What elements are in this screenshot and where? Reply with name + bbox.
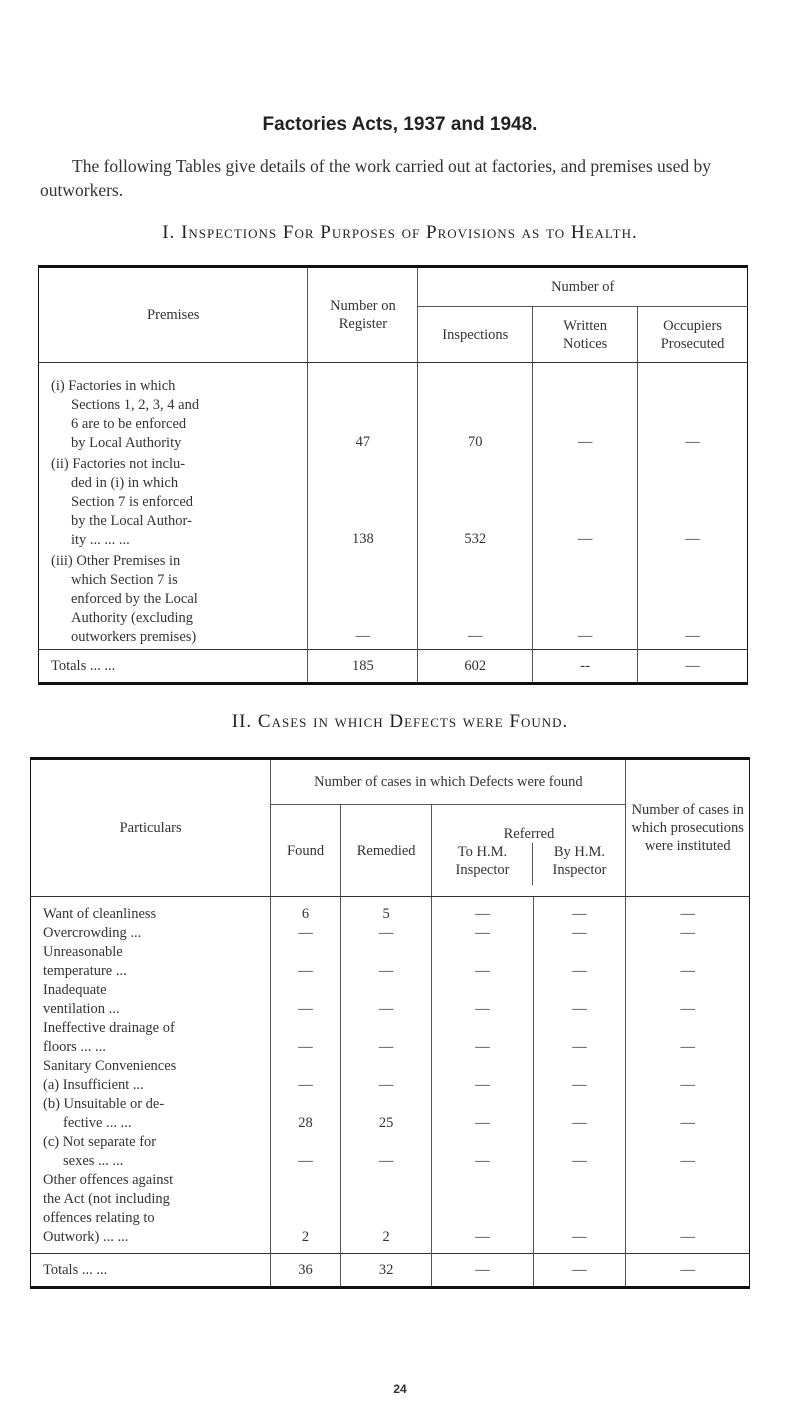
particulars-label — [31, 1057, 271, 1076]
label-line: floors ... ... — [43, 1039, 106, 1055]
intro-paragraph: The following Tables give details of the work carried out at factories, and premises used by outworkers. — [40, 156, 711, 200]
found-count: 28 — [271, 1095, 341, 1133]
label-line: Authority (excluding — [71, 610, 194, 626]
totals-label: Totals ... ... — [31, 1254, 271, 1288]
table-row — [39, 455, 748, 552]
referred-to-hm-count: — — [432, 924, 533, 943]
referred-to-hm-count: — — [432, 1095, 533, 1133]
totals-to-hm: — — [432, 1254, 533, 1288]
referred-to-hm-count: — — [432, 1019, 533, 1057]
referred-to-hm-count — [432, 1057, 533, 1076]
label-line: enforced by the Local — [71, 591, 198, 607]
label-line: Other offences against — [43, 1172, 174, 1188]
label-line: Want of cleanliness — [43, 906, 157, 922]
inspections-count: 70 — [418, 363, 533, 456]
particulars-label — [31, 1171, 271, 1254]
found-count: — — [271, 1019, 341, 1057]
particulars-label — [31, 1095, 271, 1133]
col-header-premises: Premises — [39, 267, 308, 363]
health-inspections-table — [38, 265, 748, 685]
prosecutions-count: — — [626, 924, 750, 943]
table-row — [39, 552, 748, 650]
remedied-count: — — [340, 981, 432, 1019]
prosecutions-count — [626, 1057, 750, 1076]
register-count: — — [308, 552, 418, 650]
col-header-referred: Referred — [503, 826, 555, 842]
prosecutions-count: — — [626, 1133, 750, 1171]
prosecuted-count: — — [638, 363, 748, 456]
col-header-inspections: Inspections — [418, 307, 533, 363]
premises-label — [39, 552, 308, 650]
col-header-occupiers-prosecuted: Occupiers Prosecuted — [638, 307, 748, 363]
particulars-label — [31, 924, 271, 943]
remedied-count: 5 — [340, 897, 432, 925]
label-line: (ii) Factories not inclu- — [51, 456, 186, 472]
premises-label — [39, 455, 308, 552]
prosecutions-count: — — [626, 897, 750, 925]
remedied-count — [340, 1057, 432, 1076]
referred-by-hm-count: — — [533, 897, 626, 925]
totals-prosecuted: — — [638, 650, 748, 684]
totals-row — [31, 1254, 750, 1288]
label-line: outworkers premises) — [71, 629, 197, 645]
remedied-count: 2 — [340, 1171, 432, 1254]
col-header-prosecutions: Number of cases in which prosecutions were instituted — [626, 759, 750, 897]
referred-to-hm-count: — — [432, 1171, 533, 1254]
found-count: — — [271, 981, 341, 1019]
register-count: 138 — [308, 455, 418, 552]
totals-row — [39, 650, 748, 684]
label-line: Sections 1, 2, 3, 4 and — [71, 397, 200, 413]
found-count: — — [271, 924, 341, 943]
particulars-label — [31, 943, 271, 981]
found-count: 2 — [271, 1171, 341, 1254]
totals-label: Totals ... ... — [39, 650, 308, 684]
label-line: Outwork) ... ... — [43, 1229, 129, 1245]
remedied-count: — — [340, 943, 432, 981]
referred-by-hm-count — [533, 1057, 626, 1076]
col-header-found: Found — [271, 805, 341, 897]
section1-title-prefix: I. — [162, 222, 182, 243]
table-row — [31, 1019, 750, 1057]
totals-notices: -- — [533, 650, 638, 684]
prosecutions-count: — — [626, 943, 750, 981]
label-line: which Section 7 is — [71, 572, 178, 588]
referred-by-hm-count: — — [533, 1133, 626, 1171]
remedied-count: — — [340, 1133, 432, 1171]
label-line: Overcrowding ... — [43, 925, 142, 941]
totals-register: 185 — [308, 650, 418, 684]
inspections-count: 532 — [418, 455, 533, 552]
defects-found-table — [30, 757, 750, 1289]
label-line: (i) Factories in which — [51, 378, 176, 394]
totals-inspections: 602 — [418, 650, 533, 684]
prosecutions-count: — — [626, 1019, 750, 1057]
col-header-number-of: Number of — [418, 267, 748, 307]
page-number: 24 — [393, 1382, 407, 1396]
table-row — [31, 943, 750, 981]
referred-by-hm-count: — — [533, 943, 626, 981]
particulars-label — [31, 1019, 271, 1057]
label-line: (iii) Other Premises in — [51, 553, 181, 569]
section1-title-text: Inspections For Purposes of Provisions as to Health. — [181, 222, 638, 243]
totals-found: 36 — [271, 1254, 341, 1288]
col-header-by-hm-inspector: By H.M. Inspector — [532, 843, 625, 885]
referred-by-hm-count: — — [533, 1095, 626, 1133]
found-count: — — [271, 943, 341, 981]
found-count — [271, 1057, 341, 1076]
col-header-to-hm-inspector: To H.M. Inspector — [455, 844, 510, 878]
label-line: by Local Authority — [71, 435, 182, 451]
label-line: ity ... ... ... — [71, 532, 130, 548]
table-row — [31, 924, 750, 943]
label-line: the Act (not including — [43, 1191, 170, 1207]
referred-by-hm-count: — — [533, 924, 626, 943]
label-line: 6 are to be enforced — [71, 416, 187, 432]
referred-to-hm-count: — — [432, 897, 533, 925]
label-line: Sanitary Conveniences — [43, 1058, 177, 1074]
prosecutions-count: — — [626, 1095, 750, 1133]
label-line: sexes ... ... — [63, 1153, 124, 1169]
referred-by-hm-count: — — [533, 1171, 626, 1254]
particulars-label — [31, 1133, 271, 1171]
premises-label — [39, 363, 308, 456]
prosecutions-count: — — [626, 1171, 750, 1254]
referred-to-hm-count: — — [432, 981, 533, 1019]
label-line: by the Local Author- — [71, 513, 192, 529]
table-row — [31, 1095, 750, 1133]
referred-to-hm-count: — — [432, 943, 533, 981]
found-count: 6 — [271, 897, 341, 925]
section1-title — [0, 222, 800, 244]
totals-remedied: 32 — [340, 1254, 432, 1288]
col-header-particulars: Particulars — [31, 759, 271, 897]
label-line: offences relating to — [43, 1210, 155, 1226]
label-line: Unreasonable — [43, 944, 123, 960]
section2-title-text: Cases in which Defects were Found. — [257, 711, 569, 732]
label-line: ded in (i) in which — [71, 475, 179, 491]
section2-title-prefix: II. — [231, 711, 258, 732]
label-line: fective ... ... — [63, 1115, 132, 1131]
label-line: Section 7 is enforced — [71, 494, 194, 510]
table-row — [31, 1057, 750, 1076]
col-header-number-cases-defects: Number of cases in which Defects were found — [271, 759, 626, 805]
table-row — [39, 363, 748, 456]
referred-by-hm-count: — — [533, 1019, 626, 1057]
notices-count: — — [533, 363, 638, 456]
prosecutions-count: — — [626, 981, 750, 1019]
notices-count: — — [533, 455, 638, 552]
particulars-label — [31, 1076, 271, 1095]
label-line: Ineffective drainage of — [43, 1020, 175, 1036]
table-row — [31, 897, 750, 925]
page-heading: Factories Acts, 1937 and 1948. — [262, 114, 538, 135]
prosecuted-count: — — [638, 552, 748, 650]
label-line: Inadequate — [43, 982, 107, 998]
label-line: (a) Insufficient ... — [43, 1077, 144, 1093]
referred-by-hm-count: — — [533, 1076, 626, 1095]
section2-title — [0, 711, 800, 733]
notices-count: — — [533, 552, 638, 650]
col-header-remedied: Remedied — [340, 805, 432, 897]
particulars-label — [31, 981, 271, 1019]
label-line: temperature ... — [43, 963, 127, 979]
table-row — [31, 1133, 750, 1171]
remedied-count: — — [340, 924, 432, 943]
register-count: 47 — [308, 363, 418, 456]
referred-by-hm-count: — — [533, 981, 626, 1019]
label-line: ventilation ... — [43, 1001, 120, 1017]
referred-to-hm-count: — — [432, 1133, 533, 1171]
referred-to-hm-count: — — [432, 1076, 533, 1095]
col-header-number-on-register: Number on Register — [308, 267, 418, 363]
table-row — [31, 1076, 750, 1095]
inspections-count: — — [418, 552, 533, 650]
prosecutions-count: — — [626, 1076, 750, 1095]
label-line: (c) Not separate for — [43, 1134, 157, 1150]
totals-prosecutions: — — [626, 1254, 750, 1288]
found-count: — — [271, 1076, 341, 1095]
prosecuted-count: — — [638, 455, 748, 552]
label-line: (b) Unsuitable or de- — [43, 1096, 165, 1112]
particulars-label — [31, 897, 271, 925]
found-count: — — [271, 1133, 341, 1171]
table-row — [31, 1171, 750, 1254]
remedied-count: — — [340, 1019, 432, 1057]
remedied-count: — — [340, 1076, 432, 1095]
totals-by-hm: — — [533, 1254, 626, 1288]
remedied-count: 25 — [340, 1095, 432, 1133]
col-header-written-notices: Written Notices — [533, 307, 638, 363]
table-row — [31, 981, 750, 1019]
